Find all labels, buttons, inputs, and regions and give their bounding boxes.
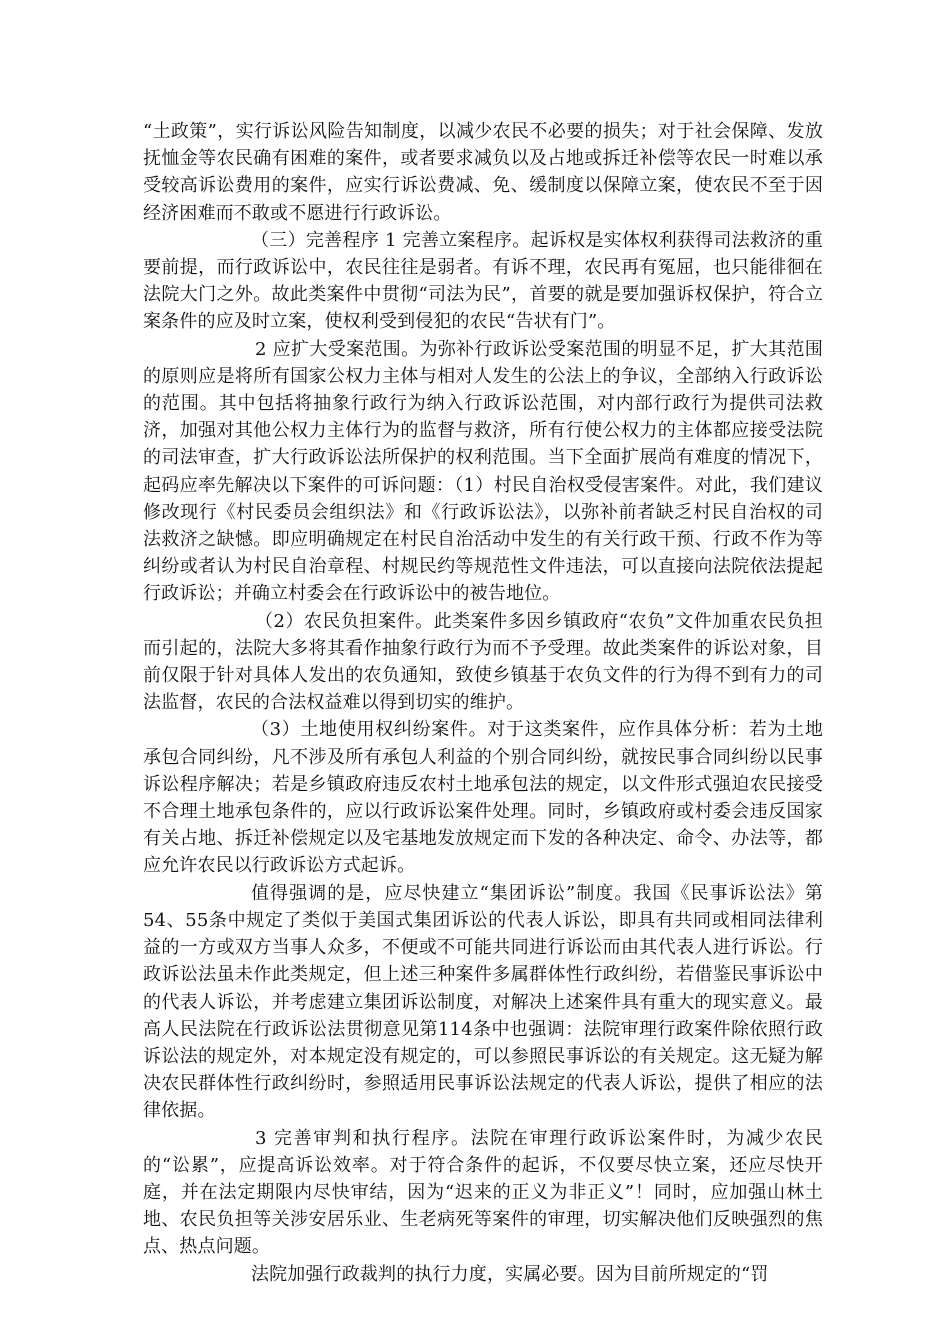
paragraph-8: 法院加强行政裁判的执行力度，实属必要。因为目前所规定的“罚 bbox=[251, 1263, 769, 1285]
paragraph-4: （2）农民负担案件。此类案件多因乡镇政府“农负”文件加重农民负担而引起的，法院大多将其看作抽象行政行为而不予受理。故此类案件的诉讼对象，目前仅限于针对具体人发出的农负通知，致使乡镇基于农负文件的行为得不到有力的司法监督，农民的合法权益难以得到切实的维护。 bbox=[143, 610, 823, 714]
paragraph-3: 2 应扩大受案范围。为弥补行政诉讼受案范围的明显不足，扩大其范围的原则应是将所有国家公权力主体与相对人发生的公法上的争议，全部纳入行政诉讼的范围。其中包括将抽象行政行为纳入行政诉讼范围，对内部行政行为提供司法救济，加强对其他公权力主体行为的监督与救济，所有行使公权力的主体都应接受法院的司法审查，扩大行政诉讼法所保护的权利范围。当下全面扩展尚有难度的情况下，起码应率先解决以下案件的可诉问题：（1）村民自治权受侵害案件。对此，我们建议修改现行《村民委员会组织法》和《行政诉讼法》，以弥补前者缺乏村民自治权的司法救济之缺憾。即应明确规定在村民自治活动中发生的有关行政干预、行政不作为等纠纷或者认为村民自治章程、村规民约等规范性文件违法，可以直接向法院依法提起行政诉讼；并确立村委会在行政诉讼中的被告地位。 bbox=[143, 338, 823, 605]
paragraph-1: “土政策”，实行诉讼风险告知制度，以减少农民不必要的损失；对于社会保障、发放抚恤金等农民确有困难的案件，或者要求减负以及占地或拆迁补偿等农民一时难以承受较高诉讼费用的案件，应实行诉讼费减、免、缓制度以保障立案，使农民不至于因经济困难而不敢或不愿进行行政诉讼。 bbox=[143, 121, 823, 224]
paragraph-2: （三）完善程序 1 完善立案程序。起诉权是实体权利获得司法救济的重要前提，而行政诉讼中，农民往往是弱者。有诉不理，农民再有冤屈，也只能徘徊在法院大门之外。故此类案件中贯彻“司法为民”，首要的就是要加强诉权保护，符合立案条件的应及时立案，使权利受到侵犯的农民“告状有门”。 bbox=[143, 229, 823, 333]
paragraph-5: （3）土地使用权纠纷案件。对于这类案件，应作具体分析：若为土地承包合同纠纷，凡不涉及所有承包人利益的个别合同纠纷，就按民事合同纠纷以民事诉讼程序解决；若是乡镇政府违反农村土地承包法的规定，以文件形式强迫农民接受不合理土地承包条件的，应以行政诉讼案件处理。同时，乡镇政府或村委会违反国家有关占地、拆迁补偿规定以及宅基地发放规定而下发的各种决定、命令、办法等，都应允许农民以行政诉讼方式起诉。 bbox=[143, 719, 823, 877]
paragraph-7: 3 完善审判和执行程序。法院在审理行政诉讼案件时，为减少农民的“讼累”，应提高诉讼效率。对于符合条件的起诉，不仅要尽快立案，还应尽快开庭，并在法定期限内尽快审结，因为“迟来的正义为非正义”！同时，应加强山林土地、农民负担等关涉安居乐业、生老病死等案件的审理，切实解决他们反映强烈的焦点、热点问题。 bbox=[143, 1127, 823, 1258]
document-body bbox=[143, 118, 823, 1288]
paragraph-6: 值得强调的是，应尽快建立“集团诉讼”制度。我国《民事诉讼法》第54、55条中规定了类似于美国式集团诉讼的代表人诉讼，即具有共同或相同法律利益的一方或双方当事人众多，不便或不可能共同进行诉讼而由其代表人进行诉讼。行政诉讼法虽未作此类规定，但上述三种案件多属群体性行政纠纷，若借鉴民事诉讼中的代表人诉讼，并考虑建立集团诉讼制度，对解决上述案件具有重大的现实意义。最高人民法院在行政诉讼法贯彻意见第114条中也强调：法院审理行政案件除依照行政诉讼法的规定外，对本规定没有规定的，可以参照民事诉讼的有关规定。这无疑为解决农民群体性行政纠纷时，参照适用民事诉讼法规定的代表人诉讼，提供了相应的法律依据。 bbox=[143, 882, 823, 1122]
